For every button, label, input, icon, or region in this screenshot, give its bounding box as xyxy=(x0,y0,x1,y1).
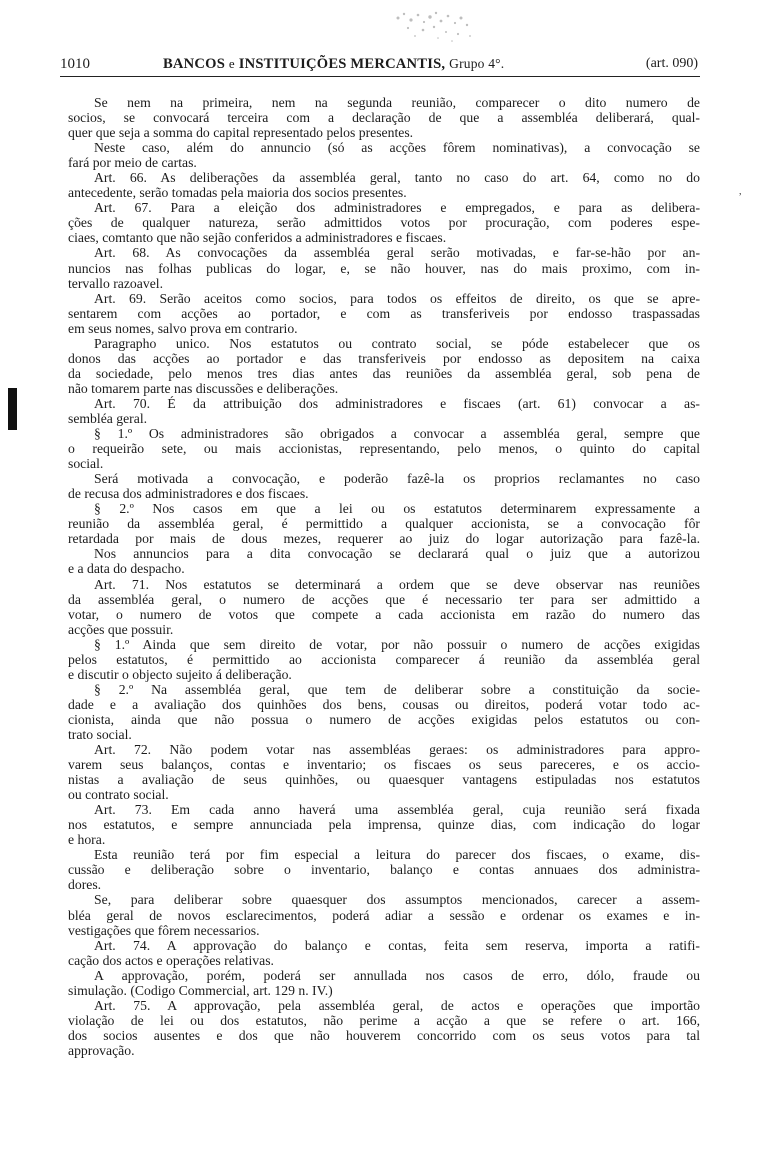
header-title xyxy=(163,56,504,73)
text-line: donos das acções ao portador e das transferiveis por endosso as depositem na caixa xyxy=(68,350,700,366)
text-line: Art. 66. As deliberações da assembléa geral, tanto no caso do art. 64, como no do xyxy=(94,170,700,186)
text-line: trato social. xyxy=(68,726,132,742)
text-line: cação dos actos e operações relativas. xyxy=(68,952,274,968)
text-line: Esta reunião terá por fim especial a leitura do parecer dos fiscaes, o exame, dis- xyxy=(94,847,700,863)
text-line: fará por meio de cartas. xyxy=(68,155,197,171)
text-line: reunião da assembléa geral, é permittido a qualquer accionista, se a convocação fôr xyxy=(68,516,700,532)
text-line: da sociedade, pelo menos tres dias antes das reuniões da assembléa geral, sob pena de xyxy=(68,365,700,381)
text-line: pelos estatutos, é permittido ao accionista comparecer á reunião da assembléa geral xyxy=(68,651,700,667)
text-line: antecedente, serão tomadas pela maioria dos socios presentes. xyxy=(68,185,407,201)
text-line: dos socios ausentes e dos que não houverem concorrido com os seus votos para tal xyxy=(68,1027,700,1043)
text-line: violação de lei ou dos estatutos, não perime a acção a que se refere o art. 166, xyxy=(68,1012,700,1028)
text-line: dade e a avaliação dos quinhões dos bens, cousas ou direitos, poderá votar todo ac- xyxy=(68,696,700,712)
text-line: § 2.º Nos casos em que a lei ou os estatutos determinarem expressamente a xyxy=(94,501,700,517)
text-line: vestigações que fôrem necessarios. xyxy=(68,922,260,938)
text-line: socios, se convocará terceira com a declaração de que a assembléa deliberará, qual- xyxy=(68,110,700,126)
text-line: § 1.º Ainda que sem direito de votar, por não possuir o numero de acções exigidas xyxy=(94,636,700,652)
text-line: cussão e deliberação sobre o inventario, balanço e contas annuaes dos administra- xyxy=(68,862,700,878)
text-line: Será motivada a convocação, e poderão fazê-la os proprios reclamantes no caso xyxy=(94,471,700,487)
text-line: retardada por mais de dous mezes, requerer ao juiz do logar autorização para fazê-la. xyxy=(68,531,700,547)
text-line: Art. 72. Não podem votar nas assembléas geraes: os administradores para appro- xyxy=(94,742,700,758)
text-line: Se nem na primeira, nem na segunda reunião, comparecer o dito numero de xyxy=(94,95,700,110)
text-line: varem seus balanços, contas e inventario; os fiscaes os seus pareceres, e os accio- xyxy=(68,757,700,773)
text-line: de recusa dos administradores e dos fiscaes. xyxy=(68,486,309,502)
text-line: § 2.º Na assembléa geral, que tem de deliberar sobre a constituição da socie- xyxy=(94,681,700,697)
text-line: votar, o numero de votos que compete a cada accionista em razão do numero das xyxy=(68,606,700,622)
text-line: ções de qualquer natureza, serão admittidos votos por procuração, com poderes espe- xyxy=(68,215,700,231)
text-line: nos estatutos, e sempre annunciada pela imprensa, quinze dias, com indicação do logar xyxy=(68,817,700,833)
text-line: A approvação, porém, poderá ser annullada nos casos de erro, dólo, fraude ou xyxy=(94,967,700,983)
text-line: e a data do despacho. xyxy=(68,561,185,577)
text-line: dores. xyxy=(68,877,102,893)
text-line: ou contrato social. xyxy=(68,787,169,803)
text-line: ciaes, comtanto que não sejão conferidos a administradores e fiscaes. xyxy=(68,230,447,246)
text-line: sentarem com acções ao portador, e com as transferiveis por endosso traspassadas xyxy=(68,305,700,321)
text-line: Art. 75. A approvação, pela assembléa geral, de actos e operações que importão xyxy=(94,997,700,1013)
text-line: § 1.º Os administradores são obrigados a convocar a assembléa geral, sempre que xyxy=(94,426,700,442)
running-header xyxy=(60,56,700,77)
text-line: social. xyxy=(68,456,104,472)
text-line: Art. 73. Em cada anno haverá uma assembléa geral, cuja reunião será fixada xyxy=(94,802,700,818)
header-title-part2: INSTITUIÇÕES MERCANTIS, xyxy=(238,56,446,72)
text-line: e hora. xyxy=(68,832,106,848)
text-line: o requeirão sete, ou mais accionistas, representando, pelo menos, o quinto do capital xyxy=(68,441,700,457)
text-line: nistas a avaliação de seus quinhões, ou quaesquer vantagens estipuladas nos estatutos xyxy=(68,772,700,788)
text-line: sembléa geral. xyxy=(68,410,148,426)
text-line: quer que seja a somma do capital representado pelos presentes. xyxy=(68,125,414,141)
text-line: Art. 74. A approvação do balanço e contas, feita sem reserva, importa a ratifi- xyxy=(94,937,700,953)
text-line: Art. 67. Para a eleição dos administradores e empregados, e para as delibera- xyxy=(94,200,700,216)
text-line: acções que possuir. xyxy=(68,621,174,637)
header-title-part1: BANCOS xyxy=(163,56,226,72)
header-group: Grupo 4°. xyxy=(449,56,505,71)
text-line: Art. 69. Serão aceitos como socios, para todos os effeitos de direito, os que se apre- xyxy=(94,290,700,306)
text-line: bléa geral de novos esclarecimentos, poderá adiar a sessão e ordenar os exames e in- xyxy=(68,907,700,923)
text-line: e discutir o objecto sujeito á deliberação. xyxy=(68,666,292,682)
text-line: Art. 70. É da attribuição dos administradores e fiscaes (art. 61) convocar a as- xyxy=(94,395,700,411)
text-line: Art. 71. Nos estatutos se determinará a ordem que se deve observar nas reuniões xyxy=(94,576,700,592)
text-line: Neste caso, além do annuncio (só as acções fôrem nominativas), a convocação se xyxy=(94,140,700,156)
text-line: Se, para deliberar sobre quaesquer dos assumptos mencionados, carecer a assem- xyxy=(94,892,700,908)
text-line: tervallo razoavel. xyxy=(68,275,163,291)
text-line: simulação. (Codigo Commercial, art. 129 n. IV.) xyxy=(68,982,333,998)
text-line: Paragrapho unico. Nos estatutos ou contrato social, se póde estabelecer que os xyxy=(94,335,700,351)
margin-tick: , xyxy=(739,186,742,197)
text-line: approvação. xyxy=(68,1042,135,1058)
text-line: em seus nomes, salvo prova em contrario. xyxy=(68,320,298,336)
body-text xyxy=(68,95,700,1058)
text-line: da assembléa geral, o numero de acções que é necessario ter para ser admittido a xyxy=(68,591,700,607)
margin-mark xyxy=(8,388,17,430)
library-stamp xyxy=(378,8,488,48)
text-line: cionista, ainda que não possua o numero de acções exigidas pelos estatutos ou con- xyxy=(68,711,700,727)
text-line: Nos annuncios para a dita convocação se declarará qual o juiz que a autorizou xyxy=(94,546,700,562)
text-line: não tomarem parte nas discussões e deliberações. xyxy=(68,380,339,396)
page-number: 1010 xyxy=(60,56,90,72)
text-line: Art. 68. As convocações da assembléa geral serão motivadas, e far-se-hão por an- xyxy=(94,245,700,261)
text-line: nuncios nas folhas publicas do logar, e, se não houver, nas do mais proximo, com in- xyxy=(68,260,700,276)
header-article-ref: (art. 090) xyxy=(645,56,698,71)
header-title-conj: e xyxy=(228,56,235,71)
